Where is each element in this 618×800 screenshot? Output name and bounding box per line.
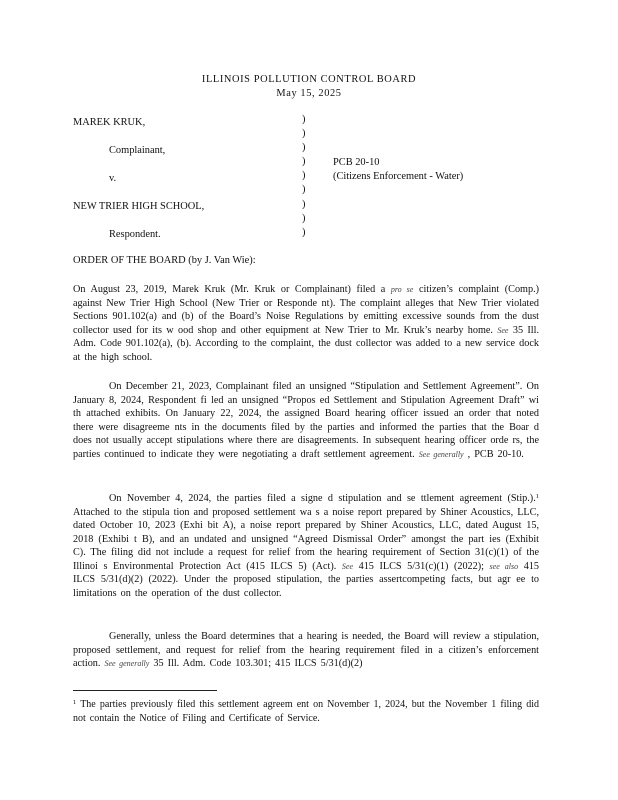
- caption-paren: ): [302, 212, 306, 224]
- complainant-name: MAREK KRUK,: [73, 117, 146, 128]
- caption-paren: ): [302, 170, 306, 182]
- case-number: PCB 20-10: [333, 157, 380, 168]
- footnote-reference[interactable]: 1: [535, 493, 539, 500]
- paragraph-3: [73, 492, 539, 600]
- paragraph-4: [73, 630, 539, 671]
- paragraph-2-text-a: On December 21, 2023, Complainant filed an unsigned “Stipulation and Settlement Agreement”. On January 8, 2024, Respondent fi led an unsigned “Propos ed Settlement and Stipulation Agreement Draft” wi th attached exhibits. On January 22, 2024, the assigned Board hearing officer issued an order that noted there were disagreeme nts in the documents filed by the parties and informed the parties that the Boar d does not usually accept stipulations where there are disagreements. In subsequent hearing officer orde rs, the parties continued to indicate they were negotiating a draft settlement agreement.: [73, 381, 539, 460]
- caption-paren: ): [302, 198, 306, 210]
- paragraph-4-text-b: 35 Ill. Adm. Code 103.301; 415 ILCS 5/31(d)(2): [153, 658, 363, 669]
- footnote: [73, 698, 539, 725]
- citation-signal: see also: [489, 561, 519, 571]
- versus-label: v.: [109, 173, 117, 184]
- paragraph-1: [73, 283, 539, 364]
- document-header: [0, 73, 618, 101]
- respondent-name: NEW TRIER HIGH SCHOOL,: [73, 201, 205, 212]
- caption-paren: ): [302, 128, 306, 140]
- paragraph-3-text-d: 415 ILCS 5/31(d)(2) (2022). Under the proposed stipulation, the parties assertcompeting facts, but agr ee to limitations on the operation of the dust collector.: [73, 560, 539, 599]
- paragraph-2: [73, 380, 539, 461]
- paragraph-4-text-a: Generally, unless the Board determines that a hearing is needed, the Board will review a stipulation, proposed settlement, and request for relief from the hearing requirement filed in a citizen’s enforcement action.: [73, 631, 539, 669]
- paragraph-1-text-a: On August 23, 2019, Marek Kruk (Mr. Kruk or Complainant) filed a: [73, 284, 386, 295]
- citation-signal: See generally: [104, 659, 150, 668]
- order-heading: ORDER OF THE BOARD (by J. Van Wie):: [73, 255, 256, 266]
- paragraph-1-text-c: 35 Ill. Adm. Code 901.102(a), (b). According to the complaint, the dust collector was added to a new service dock at the high school.: [73, 324, 539, 363]
- paragraph-2-text-b: , PCB 20-10.: [467, 448, 524, 460]
- order-date: May 15, 2025: [276, 88, 342, 99]
- case-type: (Citizens Enforcement - Water): [333, 171, 464, 182]
- paragraph-3-text-b: Attached to the stipula tion and proposed settlement wa s a noise report prepared by Shiner Acoustics, LLC, dated October 10, 2023 (Exhi bit A), a noise report prepared by Shiner Acoustics, LLC, dated August 15, 2018 (Exhibi t B), and an undated and unsigned “Agreed Dismissal Order” amongst the part ies (Exhibit C). The filing did not include a request for relief from the hearing requirement of Section 31(c)(1) of the Illinoi s Environmental Protection Act (415 ILCS 5) (Act).: [73, 506, 539, 572]
- citation-signal: See: [497, 325, 509, 335]
- board-name: ILLINOIS POLLUTION CONTROL BOARD: [201, 74, 417, 85]
- citation-signal: See generally: [418, 449, 464, 459]
- caption-paren: ): [302, 226, 306, 238]
- complainant-role: Complainant,: [109, 145, 166, 156]
- footnote-divider: [73, 690, 217, 691]
- paragraph-3-text-a: On November 4, 2024, the parties filed a signe d stipulation and se ttlement agreement (Stip.).: [109, 493, 536, 504]
- paragraph-3-text-c: 415 ILCS 5/31(c)(1) (2022);: [358, 560, 484, 572]
- caption-parentheses: [302, 113, 305, 240]
- respondent-role: Respondent.: [109, 229, 161, 240]
- caption-paren: ): [302, 114, 306, 125]
- caption-paren: ): [302, 156, 306, 168]
- case-info: [333, 156, 463, 184]
- caption-paren: ): [302, 184, 306, 196]
- pro-se-term: pro se: [390, 285, 414, 294]
- footnote-mark: 1: [73, 699, 77, 706]
- footnote-text: The parties previously filed this settlement agreem ent on November 1, 2024, but the November 1 filing did not contain the Notice of Filing and Certificate of Service.: [73, 699, 539, 724]
- caption-paren: ): [302, 142, 306, 154]
- paragraph-1-text-b: citizen’s complaint (Comp.) against New Trier High School (New Trier or Responde nt). The complaint alleges that New Trier violated Sections 901.102(a) and (b) of the Board’s Noise Regulations by emitting excessive sounds from the dust collector used for its w ood shop and other equipment at New Trier to Mr. Kruk’s nearby home.: [73, 284, 540, 336]
- citation-signal: See: [341, 561, 354, 571]
